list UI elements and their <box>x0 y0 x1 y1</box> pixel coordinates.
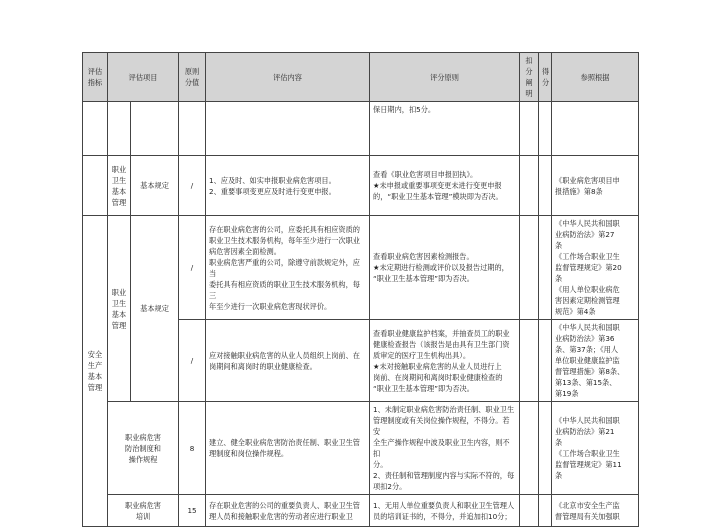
item-cell: 职业病危害 防治制度和 操作规程 <box>108 402 179 495</box>
sub-indicator-cell: 职业 卫生 基本 管理 <box>108 216 131 402</box>
header-deduct: 扣分 阐明 <box>520 53 539 102</box>
header-got: 得 分 <box>539 53 552 102</box>
principle-cell: 查看《职业危害项目申报回执》。 ★未申报或重要事项变更未进行变更申报 的，“职业卫生基本管理”模块即为否决。 <box>370 156 520 216</box>
item-cell: 基本规定 <box>131 156 179 216</box>
score-cell: 15 <box>179 495 206 527</box>
indicator-cell: 安全 生产 基本 管理 <box>83 216 108 527</box>
table-row <box>83 102 639 156</box>
cell <box>539 102 552 156</box>
item-cell: 基本规定 <box>131 216 179 402</box>
deduct-cell <box>520 402 539 495</box>
content-cell: 应对接触职业病危害的从业人员组织上岗前、在 岗期间和离岗时的职业健康检查。 <box>206 320 370 402</box>
score-cell: / <box>179 320 206 402</box>
got-cell <box>539 495 552 527</box>
basis-cell: 《职业病危害项目申 报措施》第8条 <box>552 156 639 216</box>
table-row <box>83 402 639 495</box>
cell <box>520 102 539 156</box>
got-cell <box>539 216 552 320</box>
table-row <box>83 495 639 527</box>
cell <box>179 102 206 156</box>
principle-cell: 查看职业病危害因素检测报告。 ★未定期进行检测或评价以及报告过期的， “职业卫生基本管理”即为否决。 <box>370 216 520 320</box>
cell <box>131 102 179 156</box>
header-row <box>83 53 639 102</box>
content-cell: 存在职业危害的公司的重要负责人、职业卫生管 理人员和接触职业危害的劳动者应进行职业卫 <box>206 495 370 527</box>
principle-cell: 1、无用人单位重要负责人和职业卫生管理人 员的培训证书的，不得分，并追加扣10分； <box>370 495 520 527</box>
deduct-cell <box>520 156 539 216</box>
item-cell: 职业病危害 培训 <box>108 495 179 527</box>
principle-cell: 1、未制定职业病危害防治责任制、职业卫生 管理制度或有关岗位操作规程，不得分。若安 全生产操作规程中波及职业卫生内容，则不扣 分。 2、责任制和管理制度内容与实际不符的，每 项扣2分。 <box>370 402 520 495</box>
header-item: 评估项目 <box>108 53 179 102</box>
content-cell: 1、应及时、如实申报职业病危害项目。 2、重要事项变更应及时进行变更申报。 <box>206 156 370 216</box>
principle-cell: 保日期内，扣5分。 <box>370 102 520 156</box>
principle-cell: 查看职业健康监护档案，并抽查员工的职业 健康检查报告（该报告是由具有卫生部门资 质审定的医疗卫生机构出具）。 ★未对接触职业病危害的从业人员进行上 岗前、在岗期间和离岗时职业健康检查的 “职业卫生基本管理”即为否决。 <box>370 320 520 402</box>
content-cell: 建立、健全职业病危害防治责任制、职业卫生管 理制度和岗位操作规程。 <box>206 402 370 495</box>
basis-cell: 《中华人民共和国职 业病防治法》第27 条 《工作场合职业卫生 监督管理规定》第20 条 《用人单位职业病危 害因素定期检测管理 规范》第4条 <box>552 216 639 320</box>
header-principle: 评分原则 <box>370 53 520 102</box>
deduct-cell <box>520 216 539 320</box>
basis-cell: 《中华人民共和国职 业病防治法》第21 条 《工作场合职业卫生 监督管理规定》第11 条 <box>552 402 639 495</box>
sub-indicator-cell: 职业 卫生 基本 管理 <box>108 156 131 216</box>
assessment-table <box>82 52 639 527</box>
cell <box>206 102 370 156</box>
cell <box>83 156 108 216</box>
header-indicator: 评估 指标 <box>83 53 108 102</box>
score-cell: / <box>179 216 206 320</box>
score-cell: 8 <box>179 402 206 495</box>
basis-cell: 《北京市安全生产监 督管理局有关加强职 <box>552 495 639 527</box>
table-row <box>83 156 639 216</box>
got-cell <box>539 402 552 495</box>
cell <box>552 102 639 156</box>
content-cell: 存在职业病危害的公司，应委托具有相应资质的 职业卫生技术服务机构，每年至少进行一次职业 病危害因素全面检测。 职业病危害严重的公司，除遵守前款规定外，应当 委托具有相应资质的职业卫生技术服务机构，每三 年至少进行一次职业病危害现状评价。 <box>206 216 370 320</box>
header-score: 原则 分值 <box>179 53 206 102</box>
deduct-cell <box>520 320 539 402</box>
basis-cell: 《中华人民共和国职 业病防治法》第36 条、第37条；《用人 单位职业健康监护监 督管理措施》第8条、 第13条、第15条、 第19条 <box>552 320 639 402</box>
header-basis: 参照根据 <box>552 53 639 102</box>
cell <box>108 102 131 156</box>
score-cell: / <box>179 156 206 216</box>
cell <box>83 102 108 156</box>
got-cell <box>539 320 552 402</box>
got-cell <box>539 156 552 216</box>
deduct-cell <box>520 495 539 527</box>
table-row <box>83 216 639 320</box>
header-content: 评估内容 <box>206 53 370 102</box>
